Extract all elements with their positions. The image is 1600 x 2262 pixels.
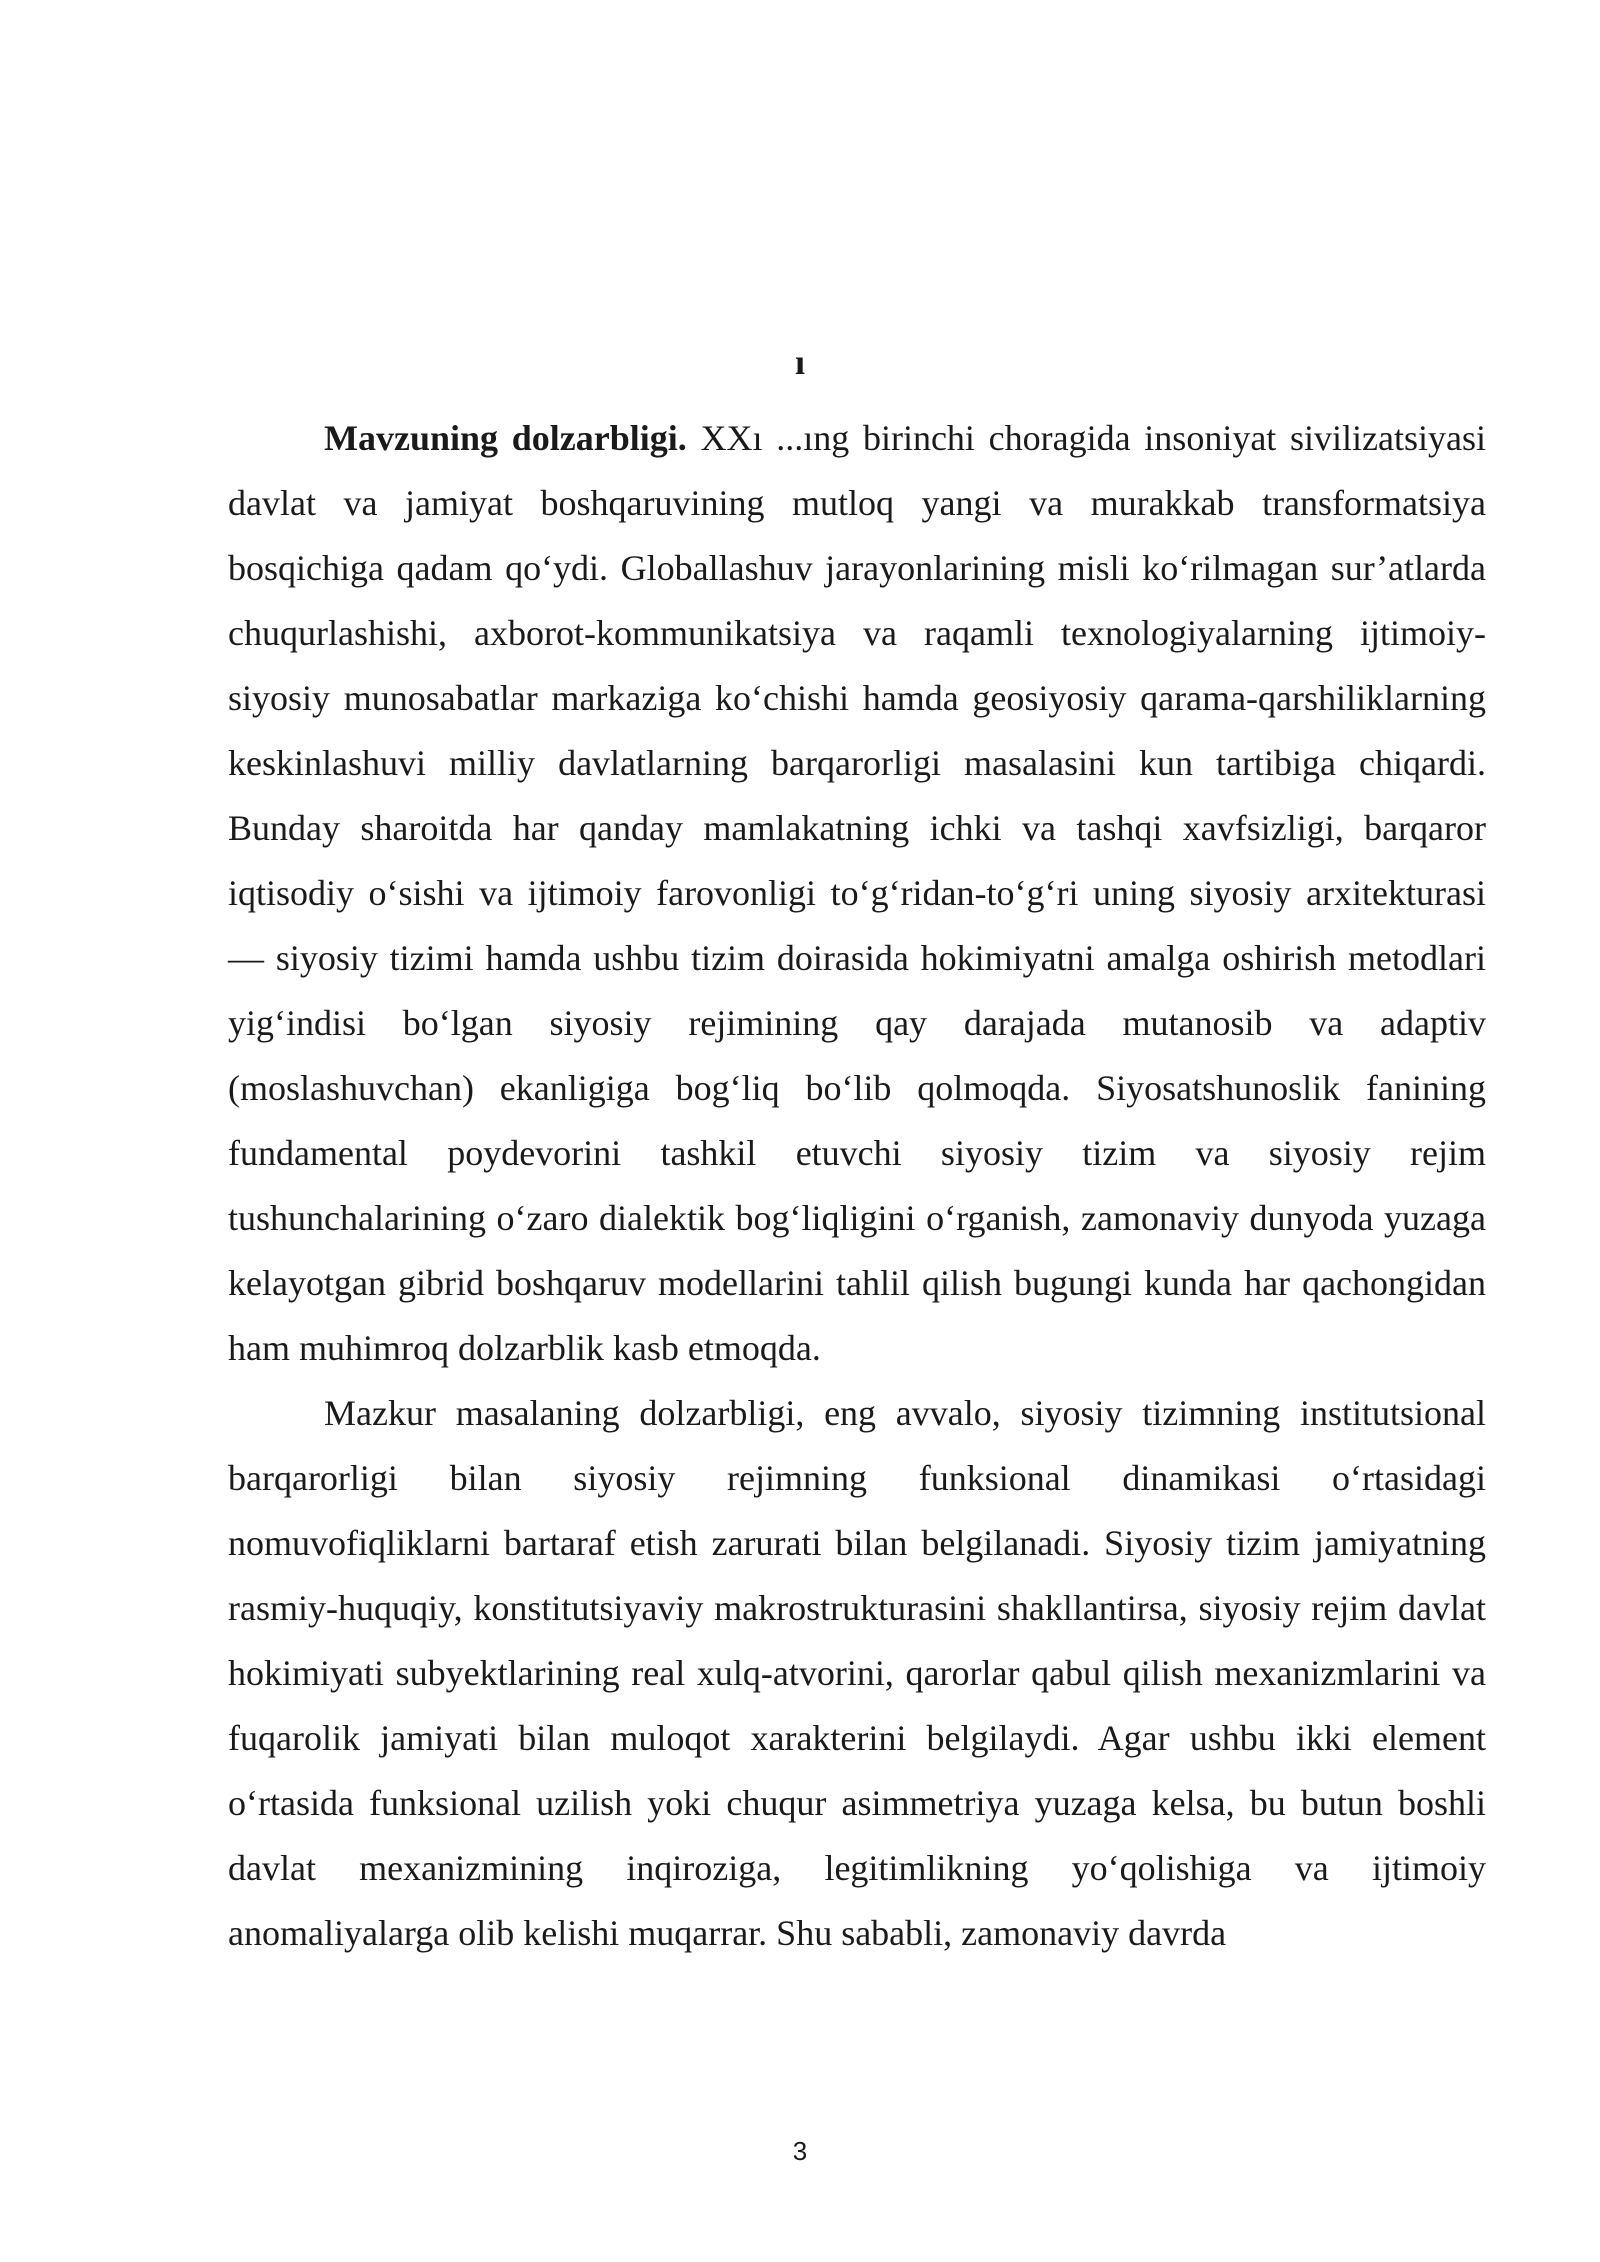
- heading-mark: ı: [794, 342, 805, 382]
- paragraph-relevance: [228, 406, 1486, 1381]
- body-text: [228, 406, 1486, 1966]
- paragraph-title: Mavzuning dolzarbligi.: [324, 418, 687, 458]
- paragraph-second: [228, 1381, 1486, 1966]
- page-number: 3: [792, 2136, 808, 2166]
- paragraph-text: Mazkur masalaning dolzarbligi, eng avvalo, siyosiy tizimning institutsional barqarorligi bilan siyosiy rejimning funksional dinamikasi o‘rtasidagi nomuvofiqliklarni bartaraf etish zarurati bilan belgilanadi. Siyosiy tizim jamiyatning rasmiy-huquqiy, konstitutsiyaviy makrostrukturasini shakllantirsa, siyosiy rejim davlat hokimiyati subyektlarining real xulq-atvorini, qarorlar qabul qilish mexanizmlarini va fuqarolik jamiyati bilan muloqot xarakterini belgilaydi. Agar ushbu ikki element o‘rtasida funksional uzilish yoki chuqur asimmetriya yuzaga kelsa, bu butun boshli davlat mexanizmining inqiroziga, legitimlikning yo‘qolishiga va ijtimoiy anomaliyalarga olib kelishi muqarrar. Shu sababli, zamonaviy davrda: [228, 1393, 1486, 1953]
- paragraph-text: XXı ...ıng birinchi choragida insoniyat sivilizatsiyasi davlat va jamiyat boshqaruvining mutloq yangi va murakkab transformatsiya bosqichiga qadam qo‘ydi. Globallashuv jarayonlarining misli ko‘rilmagan sur’atlarda chuqurlashishi, axborot-kommunikatsiya va raqamli texnologiyalarning ijtimoiy-siyosiy munosabatlar markaziga ko‘chishi hamda geosiyosiy qarama-qarshiliklarning keskinlashuvi milliy davlatlarning barqarorligi masalasini kun tartibiga chiqardi. Bunday sharoitda har qanday mamlakatning ichki va tashqi xavfsizligi, barqaror iqtisodiy o‘sishi va ijtimoiy farovonligi to‘g‘ridan-to‘g‘ri uning siyosiy arxitekturasi — siyosiy tizimi hamda ushbu tizim doirasida hokimiyatni amalga oshirish metodlari yig‘indisi bo‘lgan siyosiy rejimining qay darajada mutanosib va adaptiv (moslashuvchan) ekanligiga bog‘liq bo‘lib qolmoqda. Siyosatshunoslik fanining fundamental poydevorini tashkil etuvchi siyosiy tizim va siyosiy rejim tushunchalarining o‘zaro dialektik bog‘liqligini o‘rganish, zamonaviy dunyoda yuzaga kelayotgan gibrid boshqaruv modellarini tahlil qilish bugungi kunda har qachongidan ham muhimroq dolzarblik kasb etmoqda.: [228, 418, 1487, 1368]
